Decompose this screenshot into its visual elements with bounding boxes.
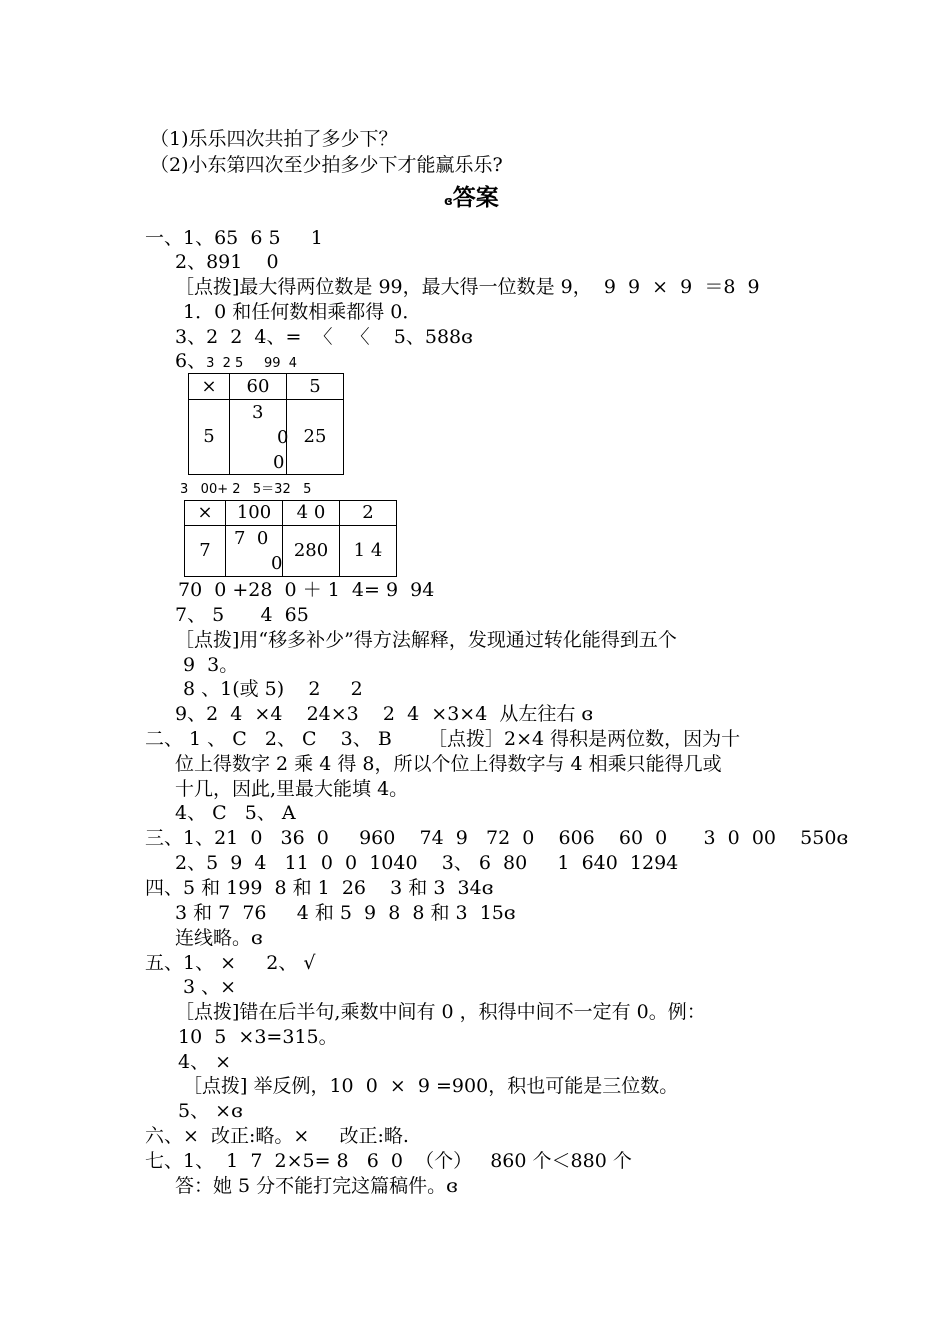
cell-digit: 0 (277, 427, 289, 448)
table-cell: 280 (283, 526, 340, 577)
cell-digit: 3 (252, 402, 264, 423)
answer-text: 3、2 2 4、= 〈 〈 5、588 (175, 326, 462, 348)
answer-text: 连线略。 (175, 927, 252, 949)
mark-glyph: ɞ (446, 1175, 458, 1197)
answer-line: 2、891 0 (175, 251, 279, 273)
cell-digit: 0 (273, 452, 285, 473)
answer-line: 七、1、 1 7 2×5= 8 6 0 （个） 860 个＜880 个 (145, 1150, 632, 1172)
answer-line (178, 1099, 243, 1123)
cell-digit: 7 0 (234, 528, 269, 549)
table-cell: 25 (287, 400, 344, 475)
answer-line: ［点拨]最大得两位数是 99，最大得一位数是 9， 9 9 × 9 ＝8 9 (175, 276, 760, 298)
answer-line: 2、5 9 4 11 0 0 1040 3、 6 80 1 640 1294 (175, 852, 679, 874)
answer-text: 三、1、21 0 36 0 960 74 9 72 0 606 60 0 3 0 00 550 (145, 827, 837, 849)
table-row-label: 5 (189, 400, 230, 475)
answer-text: 四、5 和 199 8 和 1 26 3 和 3 34 (145, 877, 482, 899)
multiplication-table-1 (188, 373, 344, 475)
answer-text: 答：她 5 分不能打完这篇稿件。 (175, 1175, 447, 1197)
answer-line (145, 826, 848, 850)
answer-line: 十几，因此,里最大能填 4。 (175, 778, 409, 800)
answer-line-6 (175, 349, 297, 376)
mark-glyph: ɞ (444, 194, 453, 208)
table-header-cell: 5 (287, 374, 344, 400)
answer-line: 位上得数字 2 乘 4 得 8，所以个位上得数字与 4 相乘只能得几或 (175, 753, 722, 775)
answer-line: 五、1、 × 2、 √ (145, 952, 316, 974)
answer-line (175, 926, 263, 950)
mark-glyph: ɞ (251, 927, 263, 949)
answer-line: 六、× 改正:略。× 改正:略. (145, 1125, 409, 1147)
answer-line: 一、1、65 6 5 1 (145, 227, 323, 249)
answer-line: 4、 C 5、 A (175, 802, 296, 824)
answer-text: 5、 × (178, 1100, 232, 1122)
calc-text: 3 00+ 2 5＝32 5 (180, 482, 312, 497)
answer-line: 70 0 +28 0 ＋ 1 4= 9 94 (178, 579, 435, 601)
answer-line: ［点拨]错在后半句,乘数中间有 0 ，积得中间不一定有 0。例： (175, 1001, 706, 1023)
table-cell (226, 526, 283, 577)
mark-glyph: ɞ (231, 1100, 243, 1122)
answer-line (175, 325, 473, 349)
answer-line: 9 3。 (183, 654, 239, 676)
table-cell (230, 400, 287, 475)
answer-line: 3 、× (183, 976, 237, 998)
answer-line: 二、 1 、 C 2、 C 3、 B ［点拨］2×4 得积是两位数，因为十 (145, 728, 741, 750)
answer-line (175, 702, 593, 726)
answer-line: 8 、1(或 5) 2 2 (183, 678, 363, 700)
mark-glyph: ɞ (481, 877, 494, 899)
table-row-label: 7 (185, 526, 226, 577)
answer-text: 3 和 7 76 4 和 5 9 8 8 和 3 15 (175, 902, 504, 924)
answer-text: 6、 (175, 350, 207, 372)
calc-text: 3 2 5 99 4 (206, 356, 298, 371)
answer-line: 7、 5 4 65 (175, 604, 309, 626)
answer-line: ［点拨] 举反例，10 0 × 9 =900，积也可能是三位数。 (183, 1075, 679, 1097)
cell-digit: 0 (271, 553, 283, 574)
mark-glyph: ɞ (836, 827, 849, 849)
answer-title (444, 186, 499, 213)
table-header-cell: 60 (230, 374, 287, 400)
table-header-cell: 2 (340, 501, 397, 526)
table-header-cell: × (189, 374, 230, 400)
answer-line (175, 1174, 458, 1198)
title-text: 答案 (452, 185, 499, 211)
multiplication-table-2 (184, 500, 397, 577)
answer-line (145, 876, 493, 900)
table-cell: 1 4 (340, 526, 397, 577)
mark-glyph: ɞ (503, 902, 516, 924)
mark-glyph: ɞ (581, 703, 594, 725)
answer-line: 1．0 和任何数相乘都得 0． (183, 301, 422, 323)
table-header-cell: 100 (226, 501, 283, 526)
answer-text: 9、2 4 ×4 24×3 2 4 ×3×4 从左往右 (175, 703, 576, 725)
answer-line: 10 5 ×3=315。 (178, 1026, 338, 1048)
answer-line: 4、 × (178, 1051, 232, 1073)
answer-line (175, 901, 516, 925)
answer-line: ［点拨]用“移多补少”得方法解释，发现通过转化能得到五个 (175, 629, 677, 651)
table-header-cell: 4 0 (283, 501, 340, 526)
mark-glyph: ɞ (461, 326, 473, 348)
question-2: （2)小东第四次至少拍多少下才能赢乐乐? (150, 154, 503, 176)
table-header-cell: × (185, 501, 226, 526)
question-1: （1)乐乐四次共拍了多少下？ (150, 128, 398, 150)
